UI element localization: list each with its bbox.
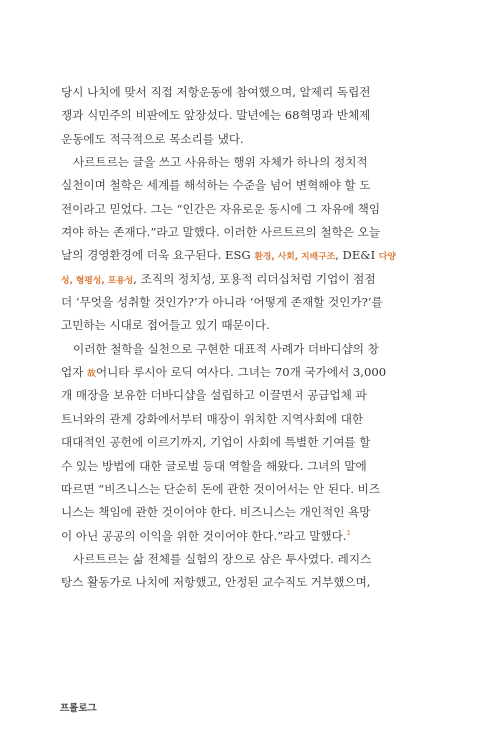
- text-line: 이러한 철학을 실천으로 구현한 대표적 사례가 더바디샵의 창: [73, 341, 379, 356]
- accent-annotation: 다양: [378, 252, 396, 263]
- text-segment: 날의 경영환경에 더욱 요구된다. ESG: [61, 248, 255, 263]
- text-line: [61, 361, 439, 384]
- text-segment: 이 아닌 공공의 이익을 위한 것이어야 한다.”라고 말했다.: [61, 528, 347, 543]
- text-segment: 업자: [61, 365, 88, 380]
- text-line: 사르트르는 글을 쓰고 사유하는 행위 자체가 하나의 정치적: [73, 155, 368, 170]
- text-line: 더 ‘무엇을 성취할 것인가?’가 아니라 ‘어떻게 존재할 것인가?’를: [61, 295, 383, 310]
- text-segment: , 조직의 정치성, 포용적 리더십처럼 기업이 점점: [133, 271, 376, 286]
- text-line: [61, 525, 439, 548]
- body-text: [61, 81, 439, 595]
- text-line: 수 있는 방법에 대한 글로벌 등대 역할을 해왔다. 그녀의 말에: [61, 458, 367, 473]
- text-line: 운동에도 적극적으로 목소리를 냈다.: [61, 131, 244, 146]
- footnote-marker: 1: [346, 528, 351, 537]
- text-segment: 어니타 루시아 로딕 여사다. 그녀는 70개 국가에서 3,000: [95, 365, 387, 380]
- text-line: 실천이며 철학은 세계를 해석하는 수준을 넘어 변혁해야 할 도: [61, 178, 371, 193]
- accent-annotation: 환경, 사회, 지배구조: [254, 252, 336, 263]
- text-line: 고민하는 시대로 접어들고 있기 때문이다.: [61, 318, 270, 333]
- text-line: 개 매장을 보유한 더바디샵을 설립하고 이끌면서 공급업체 파: [61, 388, 367, 403]
- text-line: 트너와의 관계 강화에서부터 매장이 위치한 지역사회에 대한: [61, 411, 364, 426]
- text-line: 사르트르는 삶 전체를 실험의 장으로 삼은 투사였다. 레지스: [73, 551, 372, 566]
- text-line: 대대적인 공헌에 이르기까지, 기업이 사회에 특별한 기여를 할: [61, 435, 371, 450]
- accent-annotation: 故: [87, 369, 96, 380]
- text-line: 쟁과 식민주의 비판에도 앞장섰다. 말년에는 68혁명과 반체제: [61, 108, 371, 123]
- running-footer: 프롤로그: [60, 703, 97, 714]
- text-line: [61, 244, 439, 267]
- text-line: 탕스 활동가로 나치에 저항했고, 안정된 교수직도 거부했으며,: [61, 575, 371, 590]
- text-line: 져야 하는 존재다.”라고 말했다. 이러한 사르트르의 철학은 오늘: [61, 225, 381, 240]
- text-line: 전이라고 믿었다. 그는 “인간은 자유로운 동시에 그 자유에 책임: [61, 201, 381, 216]
- text-segment: , DE&I: [335, 248, 379, 263]
- text-line: [61, 268, 439, 291]
- text-line: 니스는 책임에 관한 것이어야 한다. 비즈니스는 개인적인 욕망: [61, 505, 371, 520]
- text-line: 따르면 “비즈니스는 단순히 돈에 관한 것이어서는 안 된다. 비즈: [61, 481, 381, 496]
- accent-annotation: 성, 형평성, 포용성: [61, 275, 134, 286]
- text-line: 당시 나치에 맞서 직접 저항운동에 참여했으며, 알제리 독립전: [61, 85, 371, 99]
